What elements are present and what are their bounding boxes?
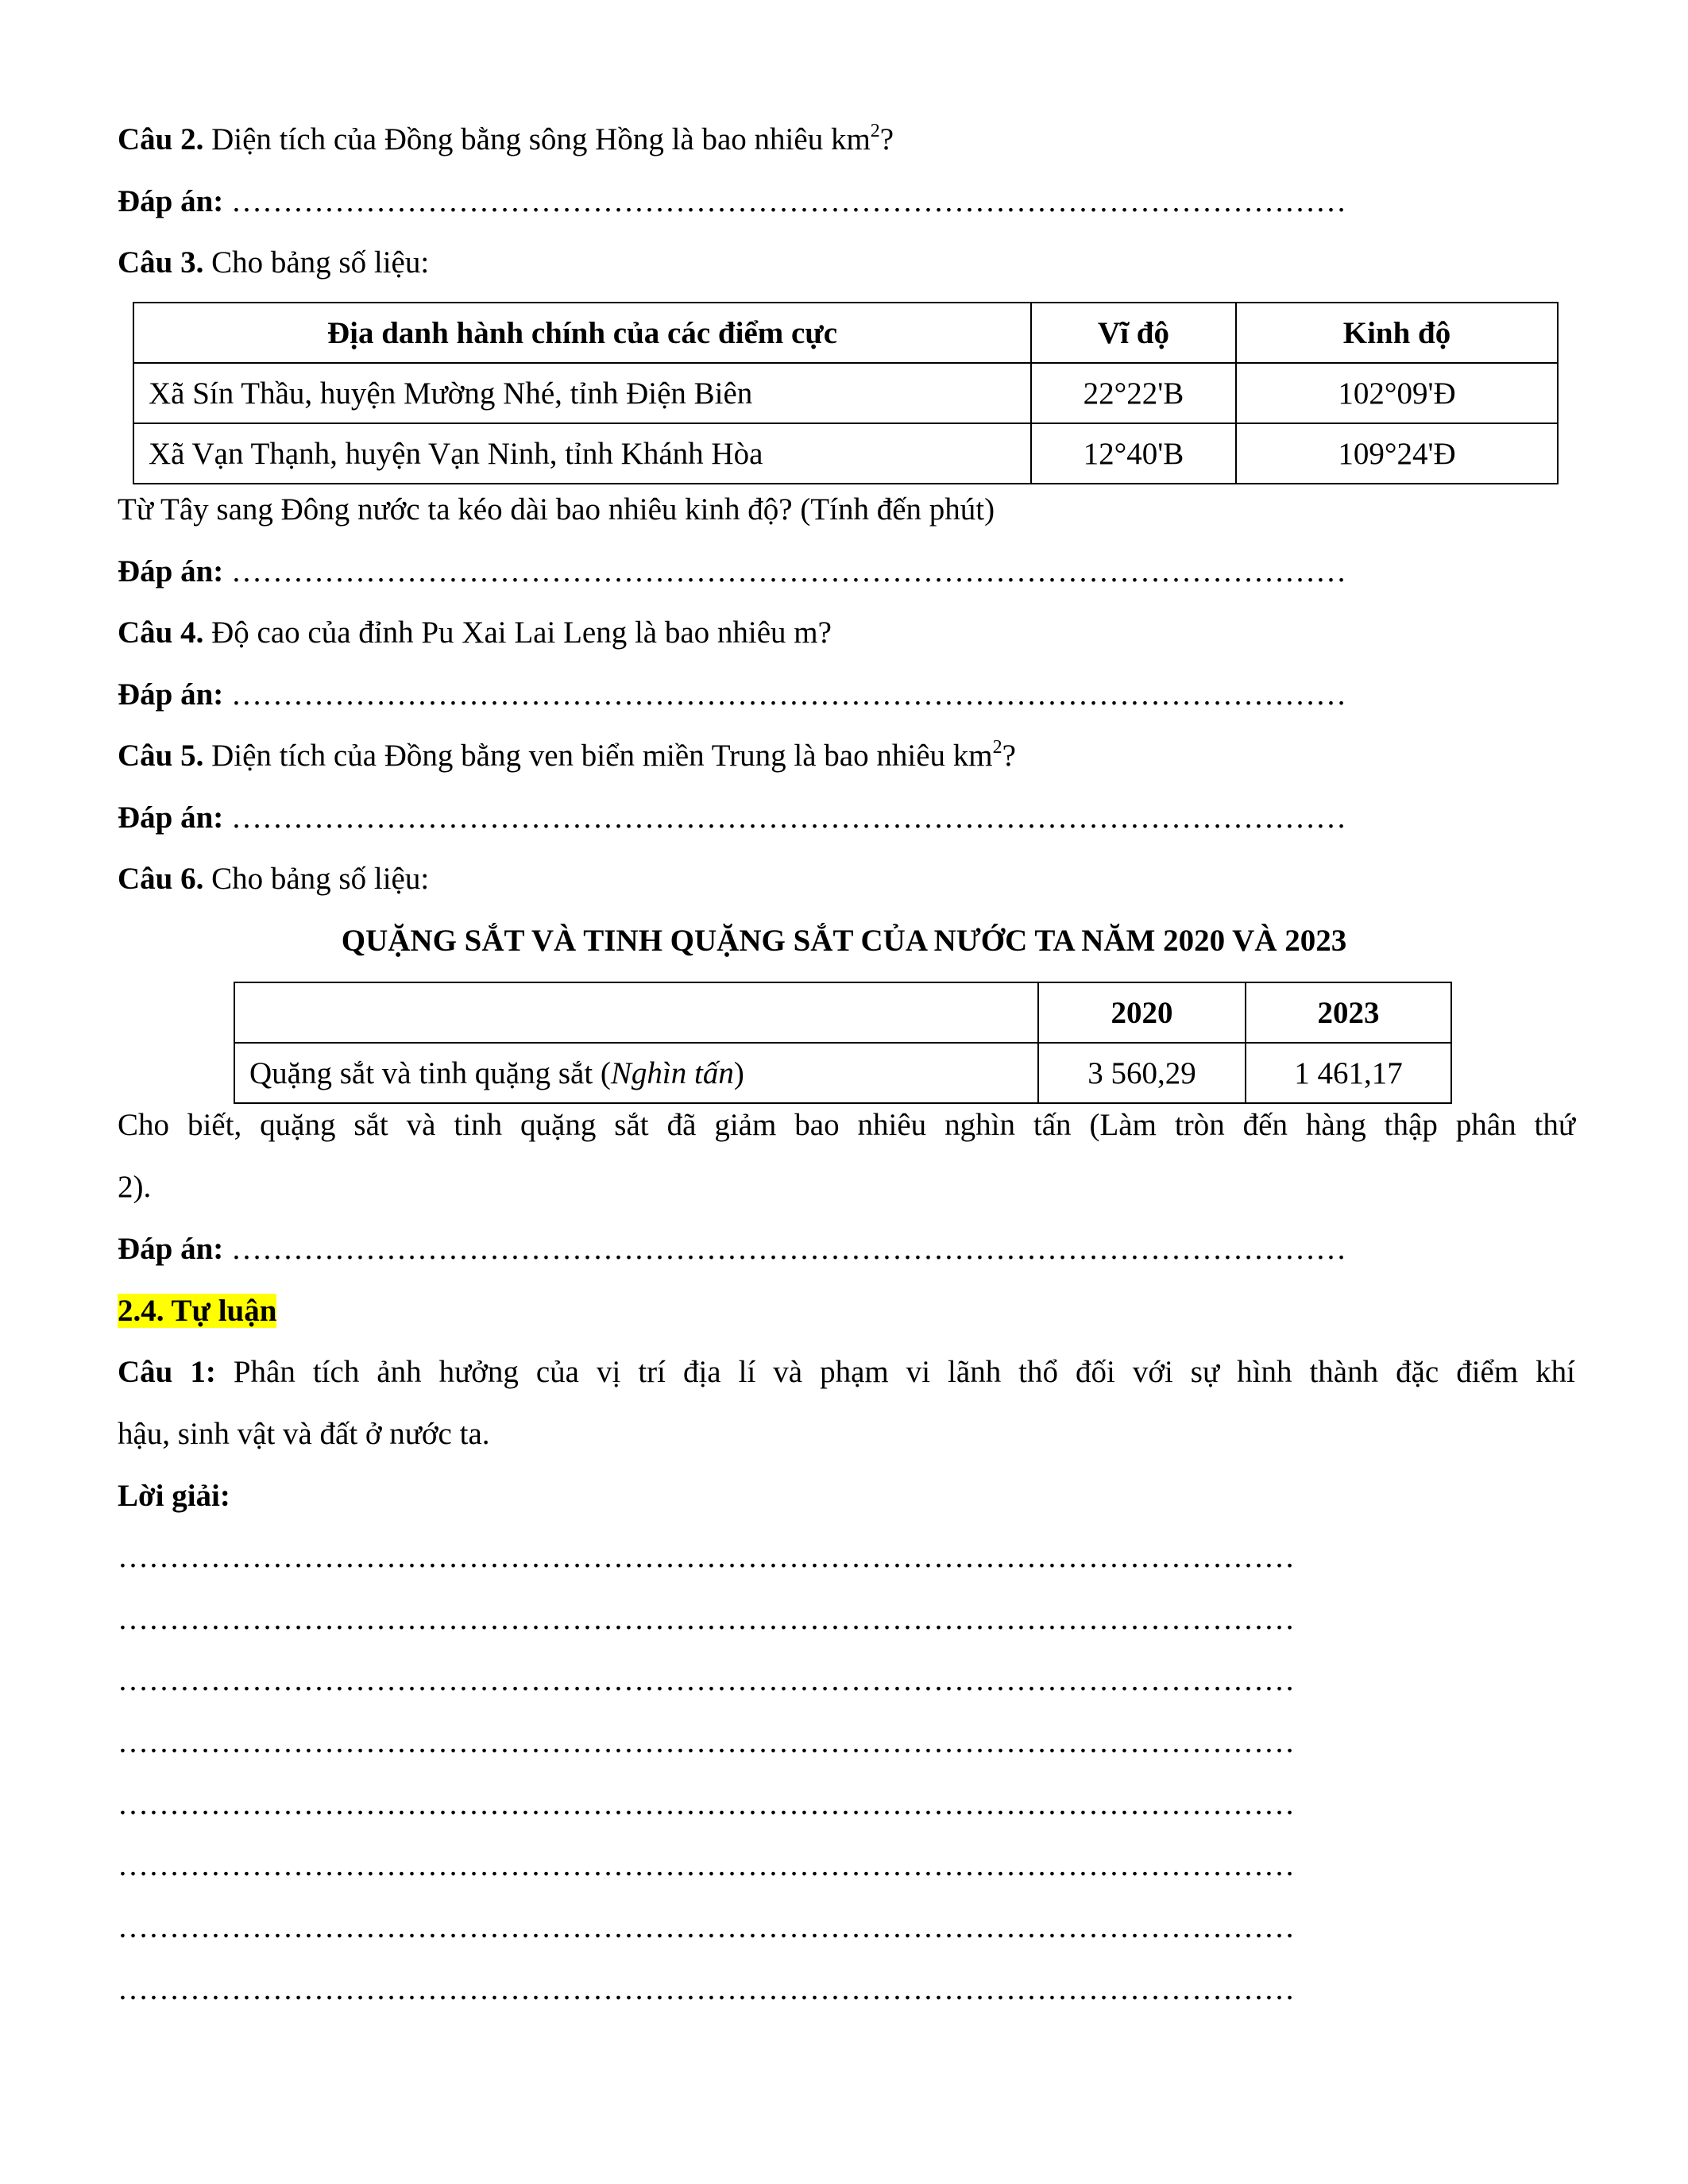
answer-label: Đáp án: [118,1232,224,1266]
cell-value-2020: 3 560,29 [1038,1043,1246,1103]
answer-dots: ……………………………………………………………………………………………… [223,677,1347,712]
question-3-prompt: Từ Tây sang Đông nước ta kéo dài bao nhiêu kinh độ? (Tính đến phút) [118,492,995,527]
answer-label: Đáp án: [118,554,224,588]
header-place: Địa danh hành chính của các điểm cực [133,303,1031,363]
cell-latitude: 12°40'B [1031,423,1236,484]
header-2023: 2023 [1246,982,1451,1043]
answer-label: Đáp án: [118,677,224,712]
cell-value-2023: 1 461,17 [1246,1043,1451,1103]
essay-question-label: Câu 1: [118,1355,216,1389]
answer-dots: ……………………………………………………………………………………………… [223,554,1347,588]
answer-blank-line[interactable]: …………………………………………………………………………………………………… [118,1848,1295,1882]
answer-line-q2[interactable] [118,186,1346,217]
answer-blank-line[interactable]: …………………………………………………………………………………………………… [118,1540,1295,1574]
answer-blank-line[interactable]: …………………………………………………………………………………………………… [118,1787,1295,1821]
cell-latitude: 22°22'B [1031,363,1236,423]
essay-question-line1 [118,1356,1575,1387]
superscript: 2 [992,737,1002,758]
solution-label: Lời giải: [118,1479,230,1513]
answer-dots: ……………………………………………………………………………………………… [223,801,1347,835]
cell-longitude: 102°09'Đ [1236,363,1558,423]
answer-line-q6[interactable] [118,1233,1346,1264]
answer-blank-line[interactable]: …………………………………………………………………………………………………… [118,1725,1295,1759]
row-label-end: ) [733,1055,744,1090]
question-3 [118,247,429,278]
section-heading-highlight: 2.4. Tự luận [118,1294,277,1328]
header-longitude: Kinh độ [1236,303,1558,363]
question-2 [118,121,894,156]
answer-label: Đáp án: [118,801,224,835]
section-heading [118,1295,276,1326]
answer-dots: ……………………………………………………………………………………………… [223,1232,1347,1266]
question-5 [118,737,1016,773]
question-3-label: Câu 3. [118,245,204,280]
question-5-end: ? [1002,739,1016,773]
question-6 [118,863,429,894]
superscript: 2 [870,121,880,141]
cell-longitude: 109°24'Đ [1236,423,1558,484]
answer-dots: ……………………………………………………………………………………………… [223,184,1347,218]
question-5-text: Diện tích của Đồng bằng ven biển miền Trung là bao nhiêu km [203,739,993,773]
table-header-row [133,303,1558,363]
question-4 [118,617,832,648]
cell-iron-ore-label [234,1043,1038,1103]
header-2020: 2020 [1038,982,1246,1043]
table-row [234,1043,1451,1103]
answer-blank-line[interactable]: …………………………………………………………………………………………………… [118,1602,1295,1636]
iron-ore-table [234,982,1452,1104]
table-row [133,423,1558,484]
row-unit: Nghìn tấn [610,1055,734,1090]
answer-line-q4[interactable] [118,679,1346,710]
question-2-text: Diện tích của Đồng bằng sông Hồng là bao nhiêu km [203,122,871,156]
answer-blank-line[interactable]: …………………………………………………………………………………………………… [118,1972,1295,2006]
essay-question-line2: hậu, sinh vật và đất ở nước ta. [118,1417,490,1451]
question-4-text: Độ cao của đỉnh Pu Xai Lai Leng là bao nhiêu m? [203,615,832,650]
table-row [133,363,1558,423]
iron-ore-table-title: QUẶNG SẮT VÀ TINH QUẶNG SẮT CỦA NƯỚC TA NĂM 2020 VÀ 2023 [341,924,1347,958]
header-latitude: Vĩ độ [1031,303,1236,363]
header-empty [234,982,1038,1043]
question-2-end: ? [879,122,894,156]
answer-blank-line[interactable]: …………………………………………………………………………………………………… [118,1663,1295,1697]
table-header-row [234,982,1451,1043]
answer-line-q5[interactable] [118,802,1346,833]
question-3-text: Cho bảng số liệu: [203,245,430,280]
question-6-prompt-line1: Cho biết, quặng sắt và tinh quặng sắt đã giảm bao nhiêu nghìn tấn (Làm tròn đến hàng thập phân thứ [118,1108,1575,1142]
question-6-label: Câu 6. [118,862,204,896]
row-label: Quặng sắt và tinh quặng sắt ( [249,1055,611,1090]
extreme-points-table [133,302,1559,484]
question-6-text: Cho bảng số liệu: [203,862,430,896]
essay-question-text: Phân tích ảnh hưởng của vị trí địa lí và phạm vi lãnh thổ đối với sự hình thành đặc điểm khí [215,1355,1576,1389]
question-5-label: Câu 5. [118,739,204,773]
answer-line-q3[interactable] [118,556,1346,587]
cell-place: Xã Vạn Thạnh, huyện Vạn Ninh, tỉnh Khánh Hòa [133,423,1031,484]
question-6-prompt-line2: 2). [118,1170,152,1204]
answer-label: Đáp án: [118,184,224,218]
question-2-label: Câu 2. [118,122,204,156]
question-4-label: Câu 4. [118,615,204,650]
answer-blank-line[interactable]: …………………………………………………………………………………………………… [118,1910,1295,1944]
cell-place: Xã Sín Thầu, huyện Mường Nhé, tỉnh Điện Biên [133,363,1031,423]
